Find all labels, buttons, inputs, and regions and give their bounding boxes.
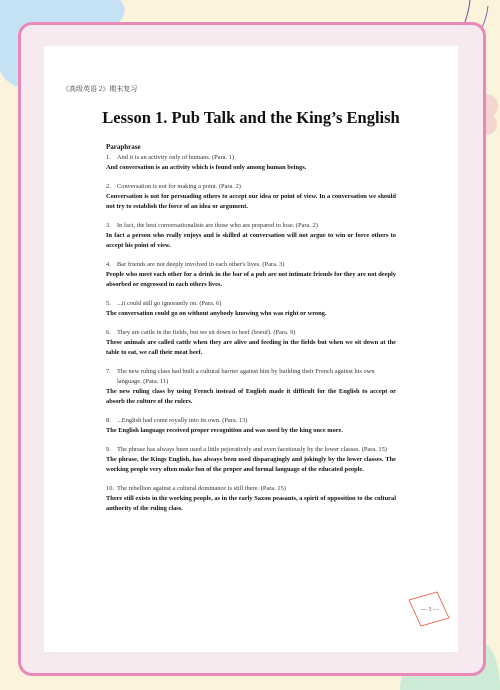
paraphrase-answer: Conversation is not for persuading others to accept our idea or point of view. In a conversation we should not try to establish the force of an idea or argument. bbox=[106, 193, 396, 210]
list-item bbox=[106, 260, 396, 290]
paraphrase-question bbox=[106, 328, 396, 338]
paraphrase-answer: The phrase, the Kings English, has always been used disparagingly and jokingly by the lower classes. The working people very often make fun of the proper and formal language of the educated people. bbox=[106, 456, 396, 473]
paraphrase-answer: The English language received proper recognition and was used by the king once more. bbox=[106, 427, 343, 434]
question-text: And it is an activity only of humans. (Para. 1) bbox=[117, 154, 234, 161]
question-text: The new ruling class had built a cultural barrier against him by building their French against his own language. (Para. 11) bbox=[117, 368, 375, 385]
paraphrase-answer: And conversation is an activity which is found only among human beings. bbox=[106, 164, 307, 171]
paraphrase-question bbox=[106, 260, 396, 270]
item-number: 3. bbox=[106, 222, 111, 229]
paraphrase-answer: There still exists in the working people, as in the early Saxon peasants, a spirit of opposition to the cultural authority of the ruling class. bbox=[106, 495, 396, 512]
list-item bbox=[106, 416, 396, 436]
question-text: They are cattle in the fields, but we sit down to beef (boeuf). (Para. 9) bbox=[117, 329, 296, 336]
paraphrase-answer: In fact a person who really enjoys and is skilled at conversation will not argue to win or force others to accept his point of view. bbox=[106, 232, 396, 249]
paraphrase-list bbox=[106, 153, 396, 514]
paraphrase-answer: The new ruling class by using French instead of English made it difficult for the English to accept or absorb the culture of the rulers. bbox=[106, 388, 396, 405]
item-number: 4. bbox=[106, 261, 111, 268]
list-item bbox=[106, 299, 396, 319]
question-text: The rebellion against a cultural dominance is still there. (Para. 15) bbox=[117, 485, 286, 492]
list-item bbox=[106, 182, 396, 212]
list-item bbox=[106, 445, 396, 475]
paraphrase-question bbox=[106, 484, 396, 494]
item-number: 10. bbox=[106, 485, 114, 492]
question-text: ...English had come royally into its own. (Para. 13) bbox=[117, 417, 248, 424]
paraphrase-question bbox=[106, 416, 396, 426]
paraphrase-question bbox=[106, 182, 396, 192]
list-item bbox=[106, 367, 396, 407]
item-number: 9. bbox=[106, 446, 111, 453]
paraphrase-answer: The conversation could go on without anybody knowing who was right or wrong. bbox=[106, 310, 327, 317]
item-number: 1. bbox=[106, 154, 111, 161]
list-item bbox=[106, 153, 396, 173]
page-title: Lesson 1. Pub Talk and the King’s English bbox=[102, 108, 400, 127]
list-item bbox=[106, 484, 396, 514]
question-text: The phrase has always been used a little pejoratively and even facetiously by the lower classes. (Para. 15) bbox=[117, 446, 387, 453]
question-text: Conversation is not for making a point. (Para. 2) bbox=[117, 183, 241, 190]
page-number: — 3 — bbox=[421, 607, 439, 613]
paraphrase-question bbox=[106, 299, 396, 309]
paraphrase-answer: These animals are called cattle when they are alive and feeding in the fields but when we sit down at the table to eat, we call their meat beef. bbox=[106, 339, 396, 356]
paraphrase-question bbox=[106, 367, 396, 387]
item-number: 2. bbox=[106, 183, 111, 190]
section-label: Paraphrase bbox=[106, 143, 141, 151]
paraphrase-section bbox=[106, 143, 396, 523]
header-note: 《高级英语 2》期末复习 bbox=[62, 85, 138, 93]
list-item bbox=[106, 328, 396, 358]
item-number: 7. bbox=[106, 368, 111, 375]
paraphrase-answer: People who meet each other for a drink in the bar of a pub are not intimate friends for they are not deeply absorbed or engrossed in each others lives. bbox=[106, 271, 396, 288]
question-text: Bar friends are not deeply involved in each other's lives. (Para. 3) bbox=[117, 261, 285, 268]
item-number: 8. bbox=[106, 417, 111, 424]
list-item bbox=[106, 221, 396, 251]
paraphrase-question bbox=[106, 221, 396, 231]
item-number: 5. bbox=[106, 300, 111, 307]
paraphrase-question bbox=[106, 153, 396, 163]
question-text: In fact, the best conversationalists are those who are prepared to lose. (Para. 2) bbox=[117, 222, 318, 229]
item-number: 6. bbox=[106, 329, 111, 336]
question-text: ...it could still go ignorantly on. (Para. 6) bbox=[117, 300, 222, 307]
paraphrase-question bbox=[106, 445, 396, 455]
